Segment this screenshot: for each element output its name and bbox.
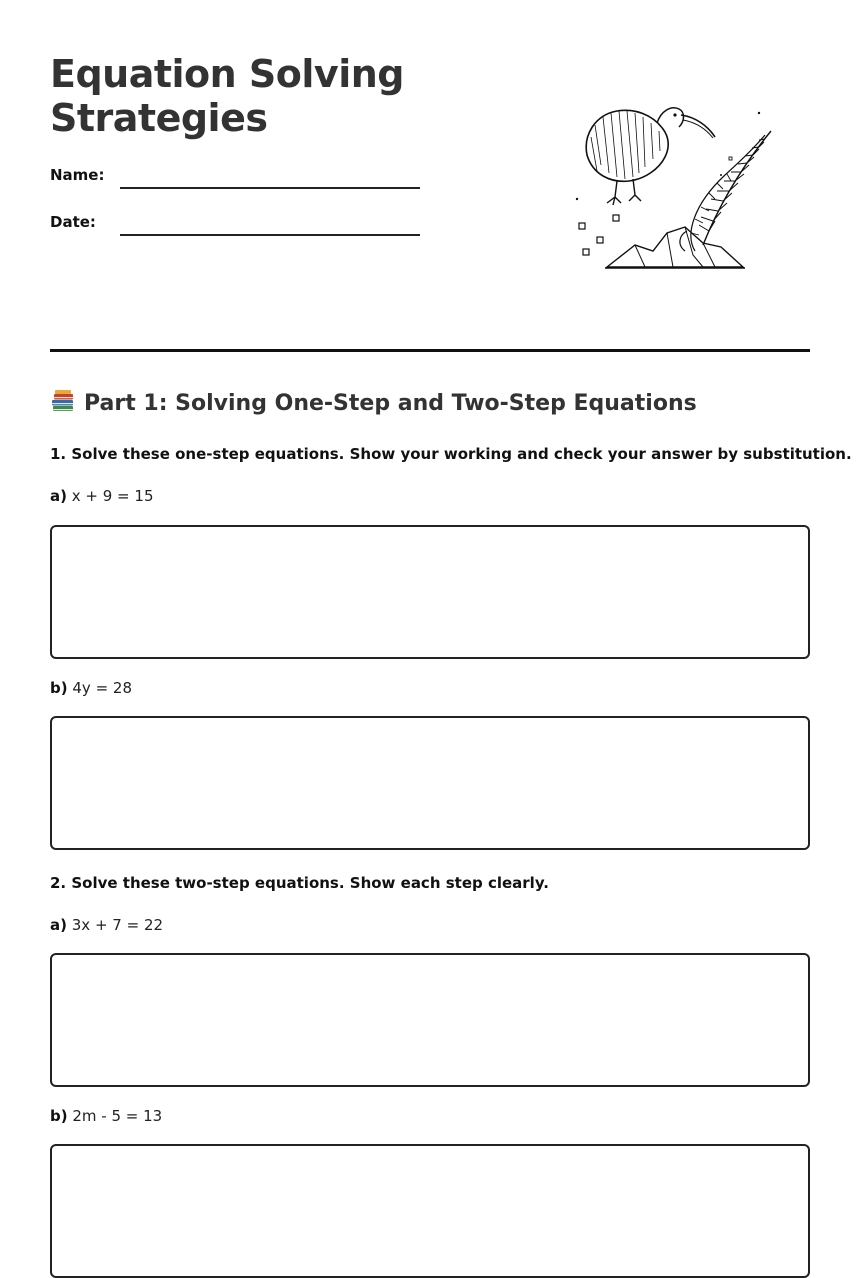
part-label: a) xyxy=(50,487,67,505)
page-title: Equation Solving Strategies xyxy=(50,52,404,140)
equation-text: 4y = 28 xyxy=(72,679,132,697)
date-label: Date: xyxy=(50,213,96,231)
equation-text: 3x + 7 = 22 xyxy=(71,916,164,934)
question-1a xyxy=(50,487,153,505)
section-title-part-1 xyxy=(50,388,697,420)
kiwi-bird-fern-illustration xyxy=(575,95,775,275)
name-label: Name: xyxy=(50,166,105,184)
equation-text: 2m - 5 = 13 xyxy=(72,1107,163,1125)
worksheet-header xyxy=(50,0,810,416)
name-line[interactable] xyxy=(120,187,420,189)
question-2b xyxy=(50,1107,162,1125)
answer-box-1a[interactable] xyxy=(50,525,810,659)
answer-box-2b[interactable] xyxy=(50,1144,810,1278)
worksheet-page xyxy=(50,0,852,1125)
answer-box-1b[interactable] xyxy=(50,716,810,850)
part-label: b) xyxy=(50,1107,68,1125)
name-field[interactable] xyxy=(50,166,420,190)
question-1-prompt: 1. Solve these one-step equations. Show your working and check your answer by substitution. xyxy=(50,445,852,463)
answer-box-2a[interactable] xyxy=(50,953,810,1087)
question-1b xyxy=(50,679,132,697)
date-field[interactable] xyxy=(50,213,420,237)
part-label: a) xyxy=(50,916,67,934)
question-2a xyxy=(50,916,163,934)
date-line[interactable] xyxy=(120,234,420,236)
equation-text: x + 9 = 15 xyxy=(71,487,154,505)
question-2-prompt: 2. Solve these two-step equations. Show each step clearly. xyxy=(50,874,549,892)
books-icon xyxy=(50,388,76,414)
section-title-text: Part 1: Solving One-Step and Two-Step Equations xyxy=(84,391,697,416)
part-label: b) xyxy=(50,679,68,697)
header-divider xyxy=(50,349,810,352)
